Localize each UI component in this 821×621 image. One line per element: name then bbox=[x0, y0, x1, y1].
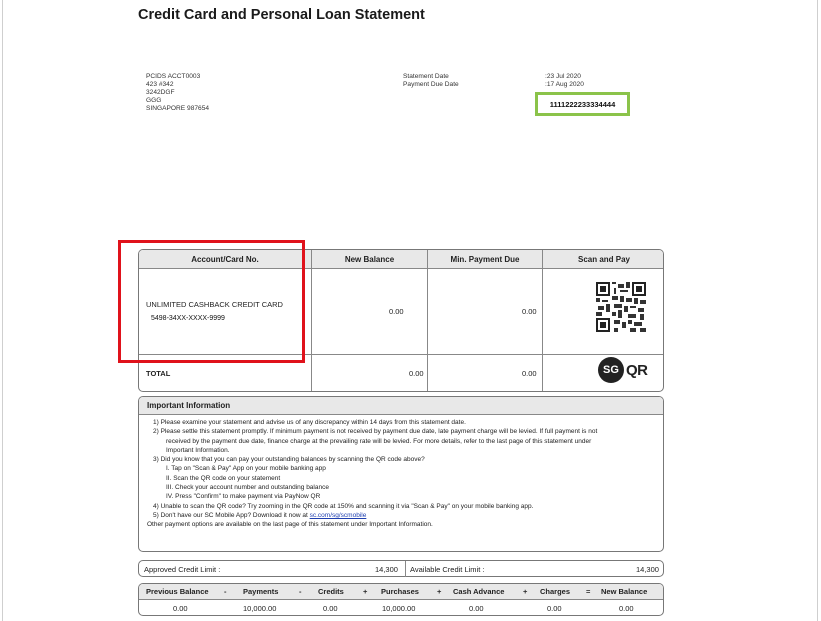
available-limit-label: Available Credit Limit : bbox=[410, 565, 485, 574]
address-line: 3242DGF bbox=[146, 89, 175, 96]
credit-limit-row bbox=[138, 560, 664, 577]
payment-due-value: :17 Aug 2020 bbox=[545, 81, 584, 88]
charges-value: 0.00 bbox=[547, 604, 562, 613]
statement-date-labels bbox=[403, 73, 459, 89]
page-border-left bbox=[2, 0, 3, 621]
operator-equals: = bbox=[586, 587, 591, 596]
purchases-header: Purchases bbox=[381, 587, 419, 596]
reference-number-highlight bbox=[535, 92, 630, 116]
purchases-value: 10,000.00 bbox=[382, 604, 416, 613]
account-card-highlight bbox=[118, 240, 305, 363]
info-line: 2) Please settle this statement promptly. If minimum payment is not received by payment due date, late payment charge will be levied. If full payment is not bbox=[153, 428, 598, 436]
mailing-address bbox=[146, 73, 209, 113]
column-divider bbox=[542, 250, 543, 392]
address-line: SINGAPORE 987654 bbox=[146, 105, 210, 112]
cash-advance-value: 0.00 bbox=[469, 604, 484, 613]
address-line: PCIDS ACCT0003 bbox=[146, 73, 201, 80]
payments-value: 10,000.00 bbox=[243, 604, 277, 613]
new-balance-value: 0.00 bbox=[619, 604, 634, 613]
info-line: IV. Press "Confirm" to make payment via PayNow QR bbox=[166, 493, 321, 501]
credits-value: 0.00 bbox=[323, 604, 338, 613]
operator-minus: - bbox=[224, 587, 227, 596]
previous-balance-header: Previous Balance bbox=[146, 587, 209, 596]
header-account-card: Account/Card No. bbox=[139, 250, 311, 269]
credits-header: Credits bbox=[318, 587, 344, 596]
approved-limit-label: Approved Credit Limit : bbox=[144, 565, 221, 574]
info-line-text: 5) Don't have our SC Mobile App? Download it now at bbox=[153, 511, 308, 519]
info-line: received by the payment due date, finance charge at the prevailing rate will be levied. For more details, refer to the last page of this statement under bbox=[166, 437, 592, 445]
card-name: UNLIMITED CASHBACK CREDIT CARD bbox=[146, 300, 283, 309]
statement-date-values bbox=[545, 73, 584, 89]
info-line: 1) Please examine your statement and advise us of any discrepancy within 14 days from this statement date. bbox=[153, 419, 466, 426]
operator-plus: + bbox=[437, 587, 442, 596]
previous-balance-value: 0.00 bbox=[173, 604, 188, 613]
qr-code-icon[interactable] bbox=[596, 282, 646, 332]
balance-summary-table bbox=[138, 583, 664, 616]
header-min-payment: Min. Payment Due bbox=[428, 250, 542, 269]
approved-limit-value: 14,300 bbox=[375, 565, 398, 574]
info-line bbox=[147, 511, 655, 520]
header-new-balance: New Balance bbox=[312, 250, 427, 269]
column-divider bbox=[311, 250, 312, 392]
charges-header: Charges bbox=[540, 587, 571, 596]
info-line: 4) Unable to scan the QR code? Try zooming in the QR code at 150% and scanning it via "Scan & Pay" on your mobile banking app. bbox=[153, 502, 534, 510]
card-number: 5498-34XX-XXXX-9999 bbox=[151, 315, 225, 322]
page-border-right bbox=[817, 0, 818, 621]
info-line: I. Tap on "Scan & Pay" App on your mobile banking app bbox=[166, 465, 326, 473]
operator-plus: + bbox=[363, 587, 368, 596]
important-information-heading: Important Information bbox=[139, 397, 663, 415]
sgqr-logo bbox=[598, 357, 648, 383]
statement-date-value: :23 Jul 2020 bbox=[545, 73, 581, 80]
operator-minus: - bbox=[299, 587, 302, 596]
limit-divider bbox=[405, 561, 406, 577]
header-scan-and-pay: Scan and Pay bbox=[543, 250, 664, 269]
operator-plus: + bbox=[523, 587, 528, 596]
address-line: GGG bbox=[146, 97, 162, 104]
info-line: II. Scan the QR code on your statement bbox=[166, 474, 281, 482]
statement-date-label: Statement Date bbox=[403, 73, 449, 80]
address-line: 423 #342 bbox=[146, 81, 174, 88]
info-line: 3) Did you know that you can pay your outstanding balances by scanning the QR code above? bbox=[153, 456, 425, 464]
total-balance-value: 0.00 bbox=[409, 369, 424, 378]
total-label: TOTAL bbox=[146, 369, 171, 378]
payments-header: Payments bbox=[243, 587, 279, 596]
cash-advance-header: Cash Advance bbox=[453, 587, 505, 596]
sgqr-qr-mark: QR bbox=[626, 361, 648, 379]
important-information-box bbox=[138, 396, 664, 552]
reference-number: 1111222233334444 bbox=[549, 99, 616, 109]
sgqr-sg-mark: SG bbox=[598, 357, 624, 383]
min-payment-value: 0.00 bbox=[522, 307, 537, 316]
new-balance-header: New Balance bbox=[601, 587, 648, 596]
info-line: Other payment options are available on the last page of this statement under Important Information. bbox=[147, 521, 433, 529]
column-divider bbox=[427, 250, 428, 392]
sc-mobile-link[interactable]: sc.com/sg/scmobile bbox=[309, 511, 367, 519]
available-limit-value: 14,300 bbox=[636, 565, 659, 574]
total-min-value: 0.00 bbox=[522, 369, 537, 378]
payment-due-label: Payment Due Date bbox=[403, 81, 459, 88]
statement-title: Credit Card and Personal Loan Statement bbox=[138, 7, 425, 23]
new-balance-value: 0.00 bbox=[389, 307, 404, 316]
info-line: III. Check your account number and outstanding balance bbox=[166, 484, 329, 492]
info-line: Important Information. bbox=[166, 446, 230, 454]
